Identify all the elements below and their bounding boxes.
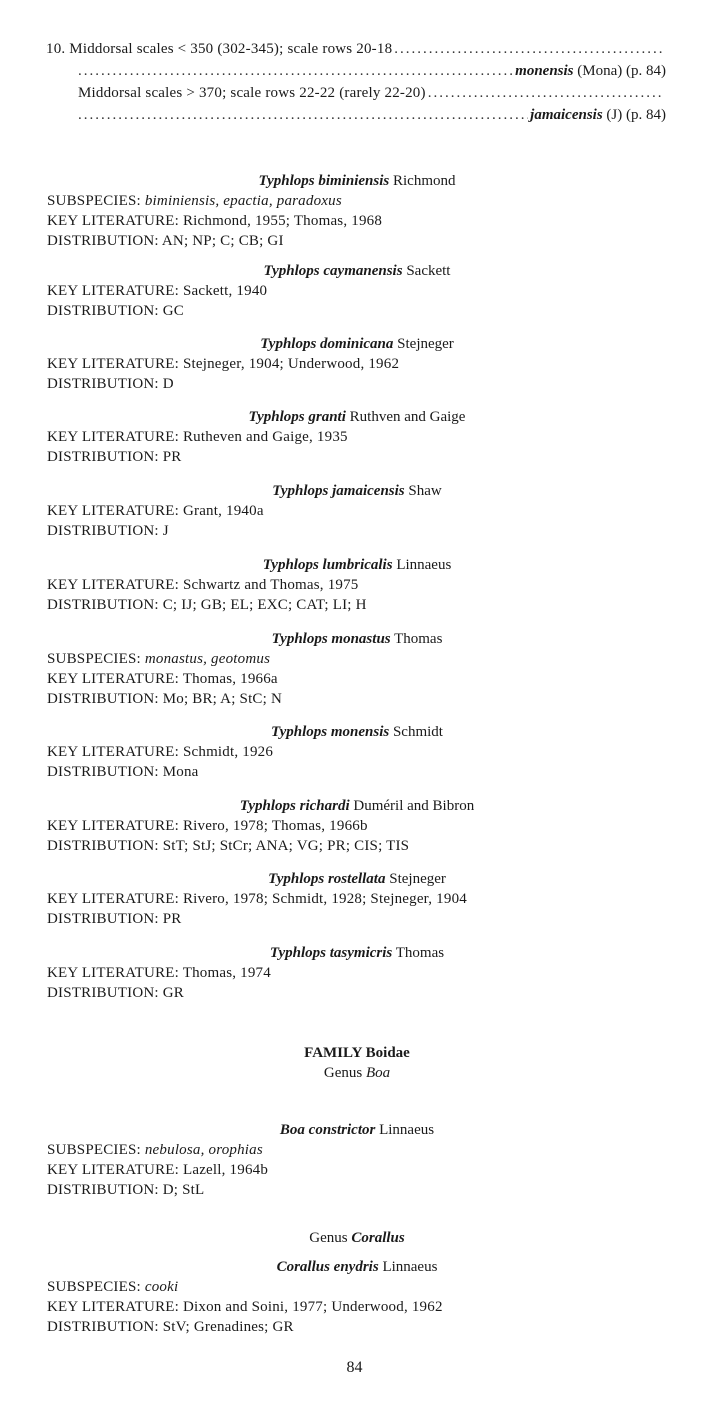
key-result-ref: (J) (p. 84)	[602, 107, 666, 123]
distribution-line: DISTRIBUTION: GR	[47, 985, 184, 1001]
key-result-name: monensis	[515, 63, 574, 79]
species-entry-boa	[47, 1120, 667, 1200]
key-line-3	[46, 82, 666, 104]
literature-line: KEY LITERATURE: Schwartz and Thomas, 1975	[47, 577, 359, 593]
subspecies-line: SUBSPECIES: nebulosa, orophias	[47, 1142, 263, 1158]
distribution-line: DISTRIBUTION: StV; Grenadines; GR	[47, 1319, 294, 1335]
distribution-line: DISTRIBUTION: Mo; BR; A; StC; N	[47, 691, 282, 707]
key-line-1	[46, 38, 666, 60]
species-heading: Typhlops richardi Duméril and Bibron	[239, 798, 475, 814]
distribution-line: DISTRIBUTION: C; IJ; GB; EL; EXC; CAT; LI; H	[47, 597, 367, 613]
species-list	[47, 171, 667, 1003]
key-result-ref: (Mona) (p. 84)	[573, 63, 666, 79]
species-entry	[47, 869, 667, 929]
key-couplet-10b: Middorsal scales > 370; scale rows 22-22 (rarely 22-20)	[78, 85, 426, 101]
species-heading: Typhlops caymanensis Sackett	[263, 263, 451, 279]
species-entry	[47, 943, 667, 1003]
subspecies-line: SUBSPECIES: cooki	[47, 1279, 179, 1295]
distribution-line: DISTRIBUTION: GC	[47, 303, 184, 319]
key-line-2	[46, 60, 666, 82]
leader-dots	[394, 38, 664, 60]
literature-line: KEY LITERATURE: Thomas, 1974	[47, 965, 271, 981]
distribution-line: DISTRIBUTION: D; StL	[47, 1182, 205, 1198]
species-heading: Typhlops monensis Schmidt	[271, 724, 443, 740]
page-number: 84	[346, 1359, 363, 1376]
literature-line: KEY LITERATURE: Rivero, 1978; Thomas, 1966b	[47, 818, 368, 834]
species-entry	[47, 407, 667, 467]
genus-heading: Genus Corallus	[309, 1230, 405, 1246]
species-entry	[47, 481, 667, 541]
species-entry	[47, 261, 667, 321]
species-heading: Typhlops lumbricalis Linnaeus	[262, 557, 452, 573]
literature-line: KEY LITERATURE: Dixon and Soini, 1977; Underwood, 1962	[47, 1299, 443, 1315]
literature-line: KEY LITERATURE: Sackett, 1940	[47, 283, 268, 299]
distribution-line: DISTRIBUTION: PR	[47, 911, 182, 927]
family-section	[47, 1043, 667, 1083]
identification-key	[46, 38, 666, 126]
subspecies-line: SUBSPECIES: monastus, geotomus	[47, 651, 271, 667]
genus-heading: Genus Boa	[323, 1065, 391, 1081]
distribution-line: DISTRIBUTION: Mona	[47, 764, 199, 780]
species-entry	[47, 796, 667, 856]
key-line-4	[46, 104, 666, 126]
distribution-line: DISTRIBUTION: J	[47, 523, 169, 539]
species-heading: Typhlops jamaicensis Shaw	[272, 483, 442, 499]
species-heading: Boa constrictor Linnaeus	[279, 1122, 435, 1138]
species-entry	[47, 555, 667, 615]
key-couplet-10a: 10. Middorsal scales < 350 (302-345); scale rows 20-18	[46, 41, 393, 57]
literature-line: KEY LITERATURE: Thomas, 1966a	[47, 671, 278, 687]
species-heading: Typhlops biminiensis Richmond	[258, 173, 456, 189]
literature-line: KEY LITERATURE: Grant, 1940a	[47, 503, 264, 519]
species-entry	[47, 334, 667, 394]
distribution-line: DISTRIBUTION: AN; NP; C; CB; GI	[47, 233, 284, 249]
leader-dots	[78, 60, 513, 82]
genus-section-corallus	[47, 1228, 667, 1248]
family-heading: FAMILY Boidae	[304, 1045, 410, 1061]
key-result-name: jamaicensis	[530, 107, 603, 123]
literature-line: KEY LITERATURE: Lazell, 1964b	[47, 1162, 269, 1178]
species-entry-corallus	[47, 1257, 667, 1337]
species-entry	[47, 722, 667, 782]
literature-line: KEY LITERATURE: Rutheven and Gaige, 1935	[47, 429, 348, 445]
leader-dots	[428, 82, 664, 104]
distribution-line: DISTRIBUTION: D	[47, 376, 174, 392]
leader-dots	[78, 104, 528, 126]
distribution-line: DISTRIBUTION: StT; StJ; StCr; ANA; VG; PR; CIS; TIS	[47, 838, 410, 854]
species-heading: Typhlops dominicana Stejneger	[260, 336, 454, 352]
species-heading: Corallus enydris Linnaeus	[276, 1259, 438, 1275]
species-heading: Typhlops rostellata Stejneger	[268, 871, 446, 887]
literature-line: KEY LITERATURE: Schmidt, 1926	[47, 744, 274, 760]
species-entry	[47, 629, 667, 709]
literature-line: KEY LITERATURE: Rivero, 1978; Schmidt, 1928; Stejneger, 1904	[47, 891, 467, 907]
species-entry	[47, 171, 667, 251]
species-heading: Typhlops tasymicris Thomas	[269, 945, 445, 961]
literature-line: KEY LITERATURE: Richmond, 1955; Thomas, 1968	[47, 213, 383, 229]
species-heading: Typhlops granti Ruthven and Gaige	[248, 409, 466, 425]
literature-line: KEY LITERATURE: Stejneger, 1904; Underwood, 1962	[47, 356, 400, 372]
subspecies-line: SUBSPECIES: biminiensis, epactia, paradoxus	[47, 193, 342, 209]
species-heading: Typhlops monastus Thomas	[271, 631, 443, 647]
distribution-line: DISTRIBUTION: PR	[47, 449, 182, 465]
